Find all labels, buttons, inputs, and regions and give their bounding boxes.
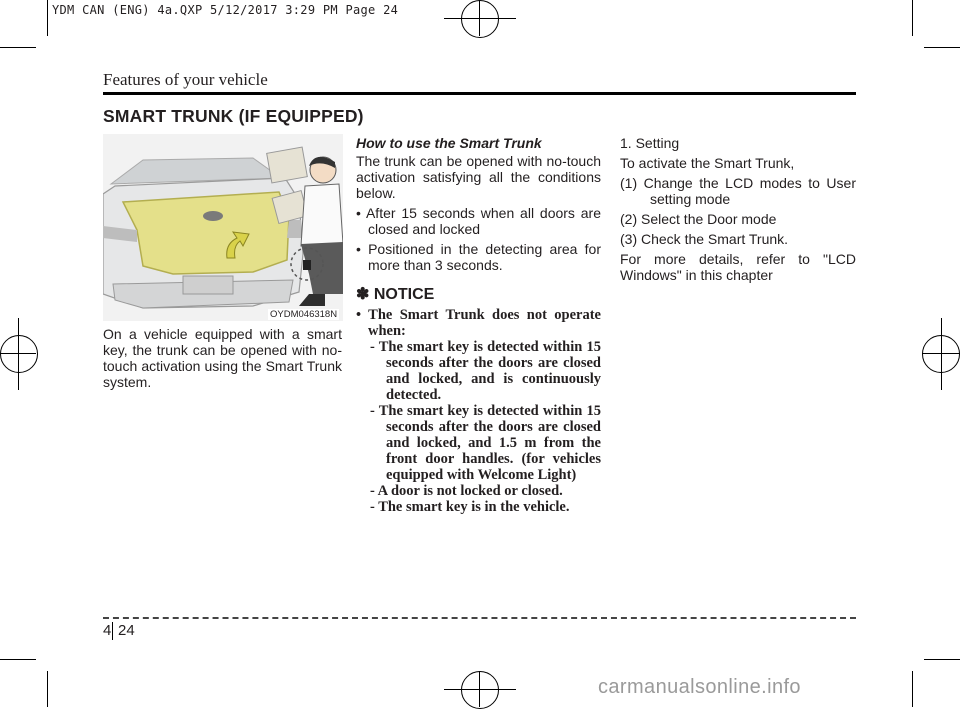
page-number-divider — [112, 622, 113, 640]
notice-body — [356, 307, 601, 515]
registration-mark-left — [0, 335, 38, 373]
crop-mark-br-v — [912, 671, 913, 707]
notice-heading — [356, 287, 601, 303]
registration-line — [444, 18, 516, 19]
page-section-number: 4 — [103, 622, 112, 639]
crop-mark-bl-v — [47, 671, 48, 707]
header-rule — [103, 92, 856, 95]
setting-step: (3) Check the Smart Trunk. — [620, 231, 789, 247]
page-header-title: Features of your vehicle — [103, 70, 268, 89]
crop-mark-br-h — [924, 659, 960, 660]
registration-line — [444, 689, 516, 690]
setting-step: (1) Change the LCD modes to User setting mode — [620, 175, 856, 207]
notice-icon: ✽ — [356, 286, 370, 303]
setting-outro: For more details, refer to "LCD Windows" in this chapter — [620, 251, 856, 283]
intro-paragraph: The trunk can be opened with no-touch activation satisfying all the conditions below. — [356, 153, 601, 201]
condition-bullet: • After 15 seconds when all doors are closed and locked — [356, 205, 601, 237]
subsection-heading: How to use the Smart Trunk — [356, 135, 542, 151]
car-trunk-illustration — [103, 134, 343, 321]
notice-lead: • The Smart Trunk does not operate when: — [356, 307, 601, 339]
column-3 — [620, 135, 856, 287]
notice-item: - A door is not locked or closed. — [370, 483, 563, 499]
crop-mark-tl-h — [0, 47, 36, 48]
notice-item: - The smart key is detected within 15 seconds after the doors are closed and locked, and 1.5 m from the front door handles. (for vehicles equipped with Welcome Light) — [370, 403, 601, 483]
registration-line — [18, 318, 19, 390]
section-title: SMART TRUNK (IF EQUIPPED) — [103, 106, 364, 126]
notice-item: - The smart key is in the vehicle. — [370, 499, 570, 515]
registration-mark-bottom — [461, 671, 499, 709]
setting-step: (2) Select the Door mode — [620, 211, 777, 227]
setting-intro: To activate the Smart Trunk, — [620, 155, 795, 171]
notice-title: NOTICE — [373, 286, 435, 303]
footer-rule — [103, 617, 856, 619]
column-1-text: On a vehicle equipped with a smart key, the trunk can be opened with no-touch activation using the Smart Trunk system. — [103, 326, 342, 390]
crop-mark-bl-h — [0, 659, 36, 660]
notice-item: - The smart key is detected within 15 seconds after the doors are closed and locked, and is continuously detected. — [370, 339, 601, 403]
crop-mark-tr-h — [924, 47, 960, 48]
crop-mark-tr-v — [912, 0, 913, 36]
print-slug: YDM CAN (ENG) 4a.QXP 5/12/2017 3:29 PM Page 24 — [48, 3, 402, 17]
watermark: carmanualsonline.info — [598, 676, 801, 698]
page-number: 24 — [118, 622, 135, 639]
figure-caption: OYDM046318N — [270, 309, 338, 320]
setting-heading: 1. Setting — [620, 135, 680, 151]
smart-trunk-illustration — [103, 134, 343, 321]
registration-line — [941, 318, 942, 390]
registration-line — [479, 0, 480, 36]
crop-mark-tl-v — [47, 0, 48, 36]
registration-mark-top — [461, 0, 499, 38]
condition-bullet: • Positioned in the detecting area for more than 3 seconds. — [356, 241, 601, 273]
column-2 — [356, 135, 601, 515]
registration-line — [479, 671, 480, 707]
